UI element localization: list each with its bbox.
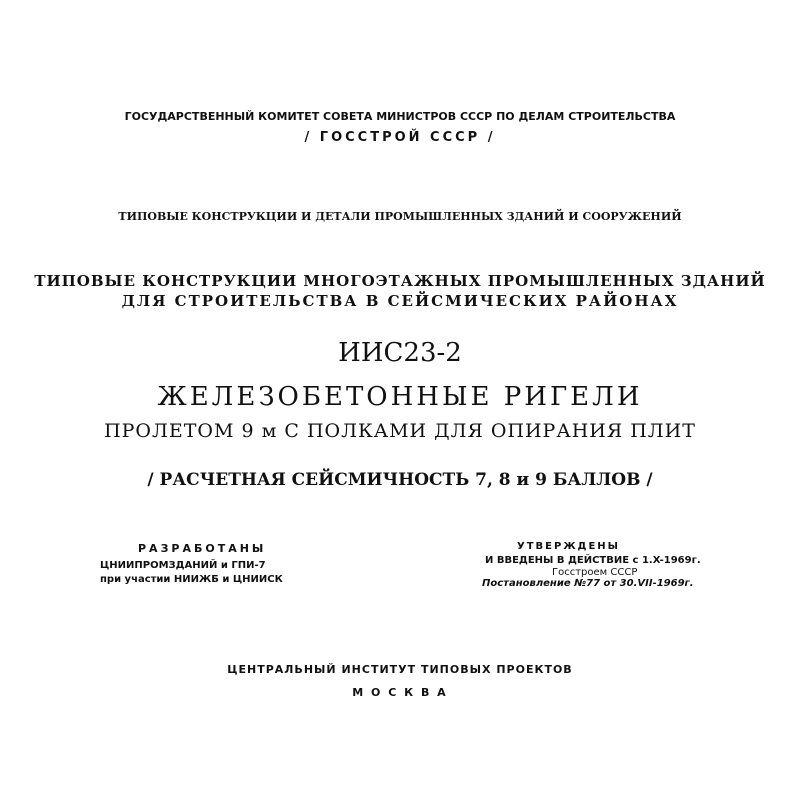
document-title: ЖЕЛЕЗОБЕТОННЫЕ РИГЕЛИ — [157, 382, 643, 412]
series-title: ТИПОВЫЕ КОНСТРУКЦИИ И ДЕТАЛИ ПРОМЫШЛЕННЫХ ЗДАНИЙ И СООРУЖЕНИЙ — [118, 210, 682, 223]
subtitle-line2: ДЛЯ СТРОИТЕЛЬСТВА В СЕЙСМИЧЕСКИХ РАЙОНАХ — [121, 292, 679, 310]
decree: Постановление №77 от 30.VII-1969г. — [482, 578, 694, 589]
developed-label: РАЗРАБОТАНЫ — [138, 542, 267, 555]
approved-label: УТВЕРЖДЕНЫ — [517, 541, 621, 552]
city: М О С К В А — [352, 686, 448, 699]
title-line2: ПРОЛЕТОМ 9 м С ПОЛКАМИ ДЛЯ ОПИРАНИЯ ПЛИТ — [104, 420, 696, 442]
developed-participation: при участии НИИЖБ и ЦНИИСК — [100, 574, 283, 585]
document-code: ИИС23-2 — [338, 338, 462, 368]
seismicity: / РАСЧЕТНАЯ СЕЙСМИЧНОСТЬ 7, 8 и 9 БАЛЛОВ / — [147, 470, 653, 490]
approved-line1: И ВВЕДЕНЫ В ДЕЙСТВИЕ с 1.X-1969г. — [485, 555, 701, 566]
approved-by: Госстроем СССР — [552, 567, 638, 578]
gosstroy: / ГОССТРОЙ СССР / — [304, 130, 496, 145]
developed-by: ЦНИИПРОМЗДАНИЙ и ГПИ-7 — [100, 560, 266, 571]
committee-name: ГОСУДАРСТВЕННЫЙ КОМИТЕТ СОВЕТА МИНИСТРОВ СССР ПО ДЕЛАМ СТРОИТЕЛЬСТВА — [124, 110, 676, 123]
subtitle-line1: ТИПОВЫЕ КОНСТРУКЦИИ МНОГОЭТАЖНЫХ ПРОМЫШЛЕННЫХ ЗДАНИЙ — [34, 272, 766, 290]
publisher: ЦЕНТРАЛЬНЫЙ ИНСТИТУТ ТИПОВЫХ ПРОЕКТОВ — [227, 663, 573, 676]
